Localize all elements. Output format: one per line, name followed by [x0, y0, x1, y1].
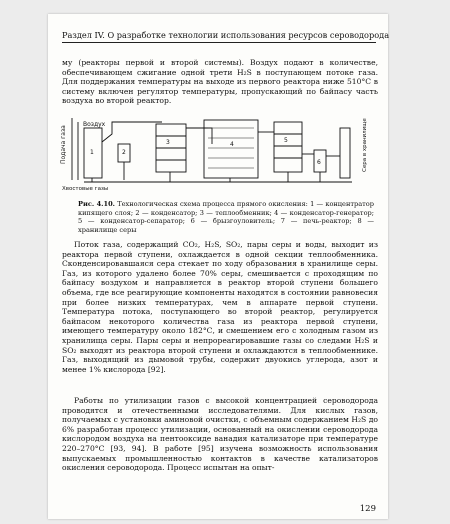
reactor-1-outlet — [102, 122, 162, 142]
label-n6: 6 — [317, 159, 321, 166]
paragraph-3: Работы по утилизации газов с высокой концентрацией сероводорода проводятся и отечественными исследователями. Для кислых газов, получаемых с установки аминовой очистки, с объемным содержанием H₂S до 6% разработан процесс утилизации, основанный на окислении сероводорода кислородом воздуха на пентооксиде ванадия катализаторе при температуре 220–270°С [93, 94]. В работе [95] изучена возможность использования выпускаемых промышленностью контактов в качестве катализаторов окисления сероводорода. Процесс испытан на опыт- — [62, 396, 378, 473]
paragraph-2: Поток газа, содержащий CO₂, H₂S, SO₂, пары серы и воды, выходит из реактора первой ступени, охлаждается в одной секции теплообменника. Сконденсировавшаяся сера стекает по ходу образования в хранилище серы. Газ, из которого удалено более 70% серы, смешивается с проходящим по байпасу воздухом и направляется в реактор второй ступени большего объема, где все реагирующие компоненты находятся в состоянии равновесия при более низких температурах, чем в аппарате первой ступени. Температура потока, поступающего во второй реактор, регулируется байпасом некоторого количества газа из реактора первой ступени, имеющего температуру около 182°С, и смешением его с холодным газом из хранилища серы. Пары серы и непрореагировавшие газы со следами H₂S и SO₂ выходят из реактора второй ступени и охлаждаются в теплообменнике. Газ, выходящий из дымовой трубы, содержит двуокись углерода, азот и менее 1% кислорода [92]. — [62, 240, 378, 374]
paragraph-1: му (реакторы первой и второй системы). Воздух подают в количестве, обеспечивающем сжигание одной трети H₂S в поступающем потоке газа. Для поддержания температуры на выходе из первого реактора ниже 510°С в систему включен регулятор температуры, пропускающий по байпасу часть воздуха во второй реактор. — [62, 58, 378, 106]
label-n2: 2 — [122, 149, 126, 156]
figure-caption — [78, 200, 374, 234]
label-tail-gas: Хвостовые газы — [62, 186, 109, 192]
figure-caption-number: Рис. 4.10. — [78, 200, 115, 208]
pipe-to-reactor-2 — [186, 128, 212, 144]
book-page — [48, 14, 388, 519]
condenser-5 — [274, 122, 302, 172]
label-n1: 1 — [90, 149, 94, 156]
label-sulfur-storage: Сера в хранилище — [362, 118, 368, 172]
label-n3: 3 — [166, 139, 170, 146]
label-n4: 4 — [230, 141, 234, 148]
page-number: 129 — [359, 504, 376, 514]
process-flow-diagram — [62, 114, 378, 196]
figure-caption-text: Технологическая схема процесса прямого окисления: 1 — концентратор кипящего слоя; 2 — конденсатор; 3 — теплообменник; 4 — конденсатор-генератор; 5 — конденсатор-сепаратор; 6 — брызгоуловитель; 7 — печь-реактор; 8 — хранилище серы — [78, 200, 374, 234]
label-gas-inlet: Подача газа — [60, 125, 67, 164]
label-air: Воздух — [83, 121, 106, 128]
running-head: Раздел IV. О разработке технологии использования ресурсов сероводорода — [62, 30, 376, 43]
stack — [340, 128, 350, 178]
label-n5: 5 — [284, 137, 288, 144]
